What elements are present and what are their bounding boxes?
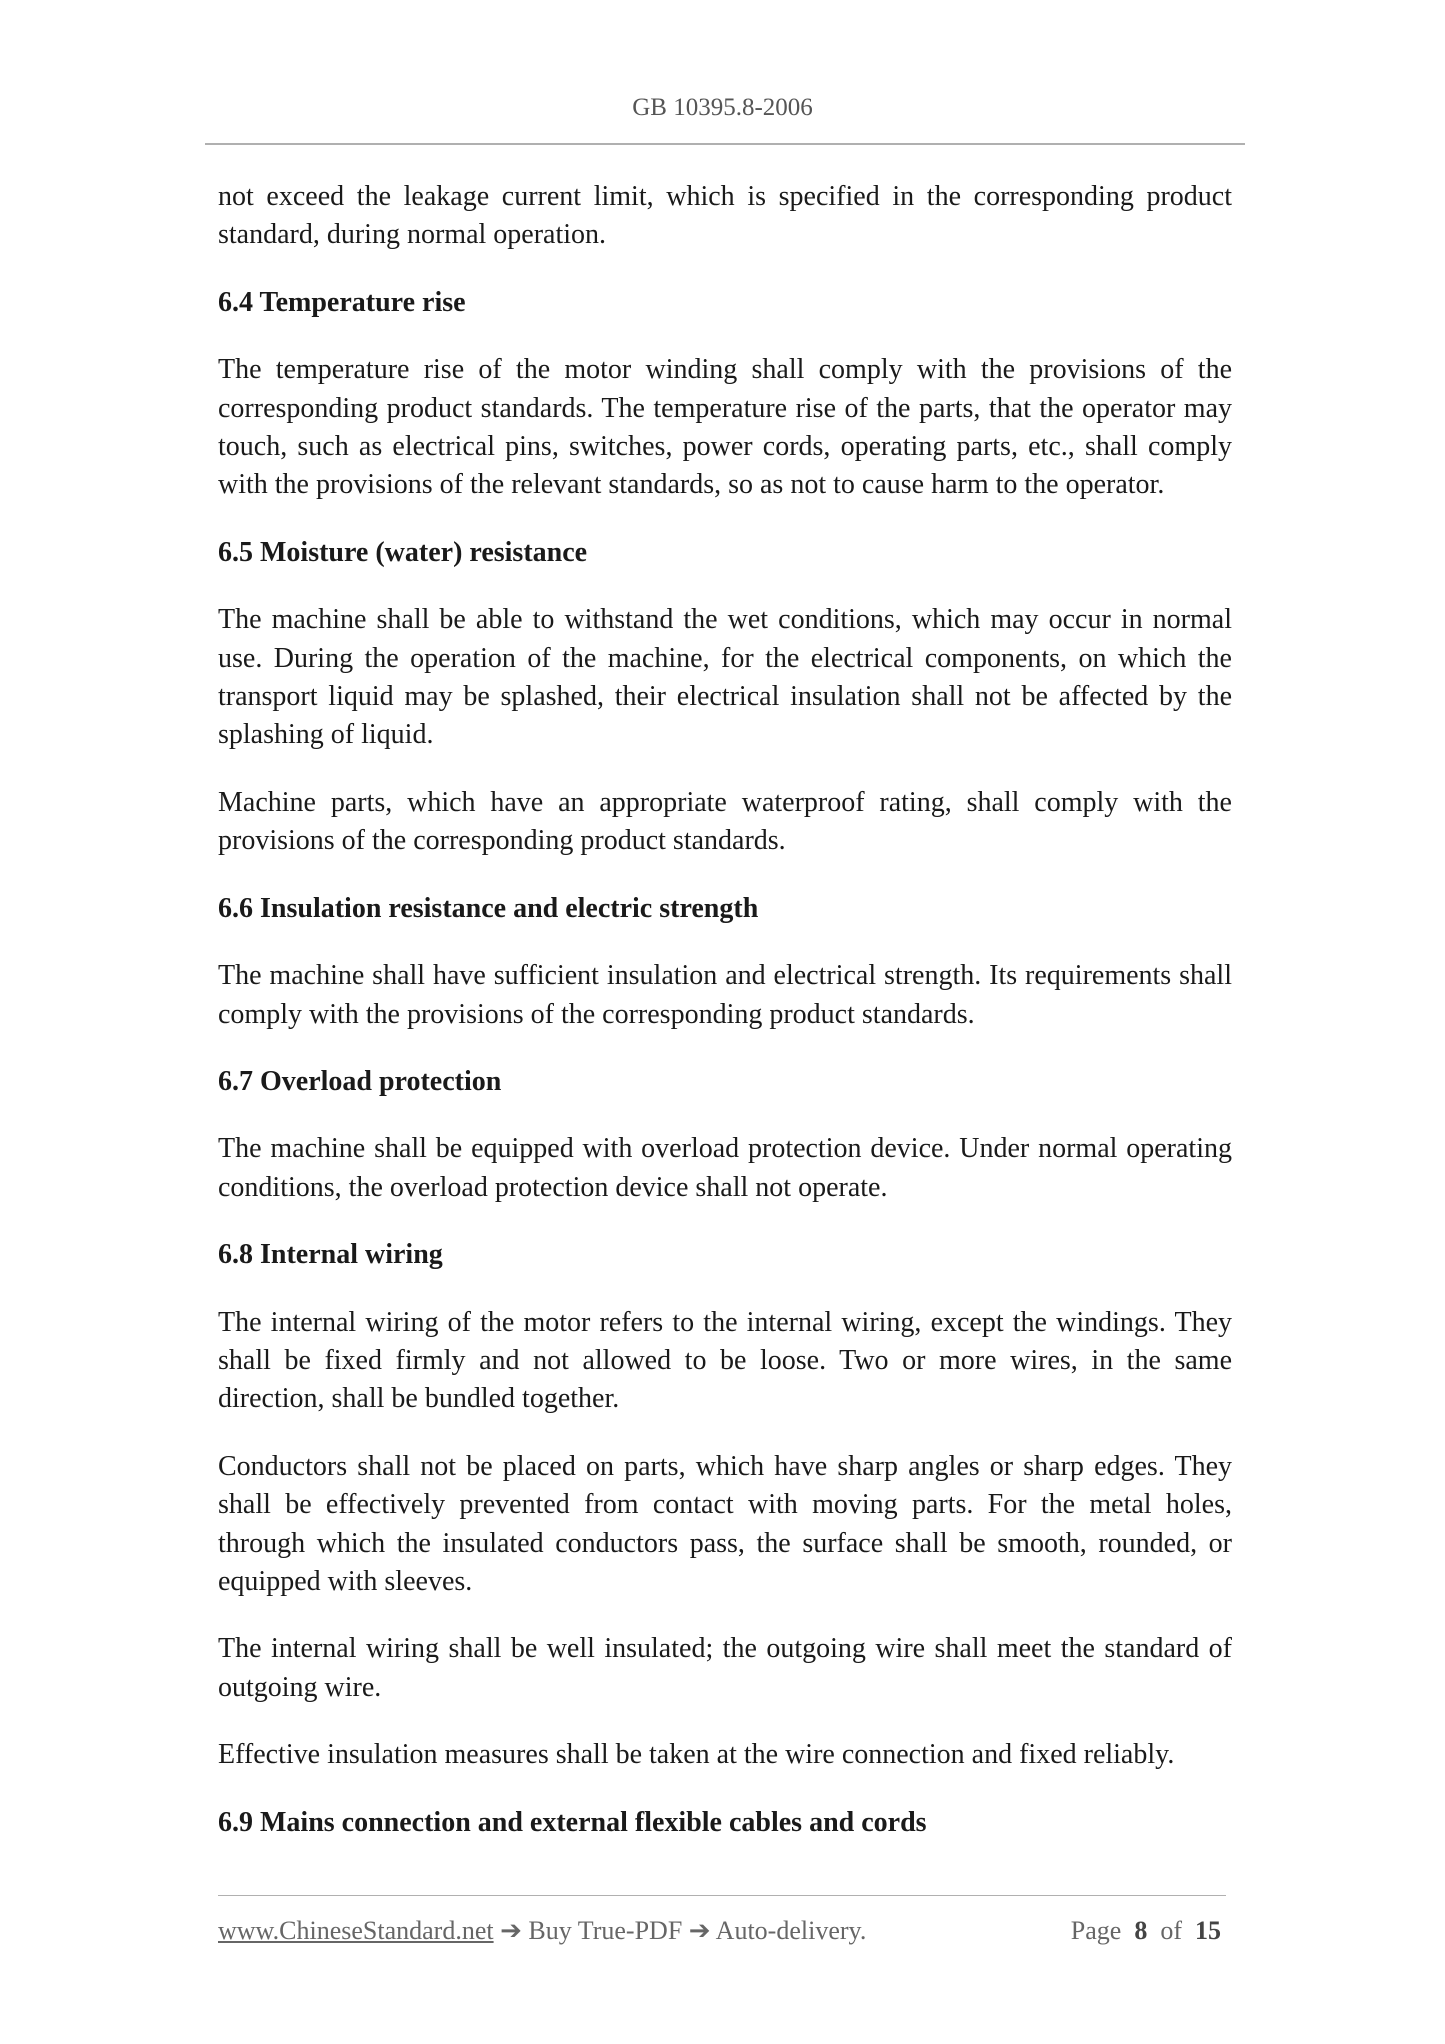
buy-pdf-text: Buy True-PDF [528, 1916, 683, 1945]
page-footer [218, 1916, 1226, 1952]
section-6-8-paragraph-4: Effective insulation measures shall be taken at the wire connection and fixed reliably. [218, 1739, 1175, 1771]
page-label: Page [1070, 1916, 1122, 1945]
section-6-7-heading: 6.7 Overload protection [218, 1065, 502, 1097]
total-pages: 15 [1195, 1916, 1221, 1945]
document-code: GB 10395.8-2006 [632, 94, 813, 121]
page-number [1071, 1916, 1221, 1946]
section-6-5-paragraph-2: Machine parts, which have an appropriate waterproof rating, shall comply with the provisions of the corresponding product standards. [218, 786, 1232, 857]
section-6-5-paragraph-1: The machine shall be able to withstand the wet conditions, which may occur in normal use. During the operation of the machine, for the electrical components, on which the transport liquid may be splashed, their electrical insulation shall not be affected by the splashing of liquid. [218, 604, 1232, 751]
footer-divider [218, 1895, 1226, 1896]
page-header [0, 94, 1445, 122]
section-6-4-paragraph: The temperature rise of the motor winding shall comply with the provisions of the corresponding product standards. The temperature rise of the parts, that the operator may touch, such as electrical pins, switches, power cords, operating parts, etc., shall comply with the provisions of the relevant standards, so as not to cause harm to the operator. [218, 354, 1232, 501]
arrow-right-icon: ➔ [500, 1916, 522, 1945]
section-6-5-heading: 6.5 Moisture (water) resistance [218, 536, 588, 568]
auto-delivery-text: Auto-delivery. [715, 1916, 867, 1945]
footer-links [218, 1916, 866, 1946]
document-body [218, 178, 1232, 1871]
of-label: of [1160, 1916, 1182, 1945]
section-6-8-heading: 6.8 Internal wiring [218, 1239, 443, 1271]
intro-paragraph: not exceed the leakage current limit, which is specified in the corresponding product standard, during normal operation. [218, 181, 1232, 251]
section-6-9-heading: 6.9 Mains connection and external flexible cables and cords [218, 1806, 927, 1838]
section-6-6-heading: 6.6 Insulation resistance and electric strength [218, 892, 759, 924]
section-6-6-paragraph: The machine shall have sufficient insulation and electrical strength. Its requirements shall comply with the provisions of the corresponding product standards. [218, 960, 1232, 1030]
website-link[interactable]: www.ChineseStandard.net [218, 1916, 494, 1945]
current-page: 8 [1134, 1916, 1148, 1945]
header-divider [205, 143, 1245, 145]
section-6-8-paragraph-3: The internal wiring shall be well insulated; the outgoing wire shall meet the standard of outgoing wire. [218, 1633, 1232, 1703]
arrow-right-icon: ➔ [688, 1916, 711, 1945]
section-6-8-paragraph-1: The internal wiring of the motor refers to the internal wiring, except the windings. They shall be fixed firmly and not allowed to be loose. Two or more wires, in the same direction, shall be bundled together. [218, 1306, 1232, 1415]
section-6-8-paragraph-2: Conductors shall not be placed on parts, which have sharp angles or sharp edges. They shall be effectively prevented from contact with moving parts. For the metal holes, through which the insulated conductors pass, the surface shall be smooth, rounded, or equipped with sleeves. [218, 1450, 1232, 1597]
section-6-7-paragraph: The machine shall be equipped with overload protection device. Under normal operating conditions, the overload protection device shall not operate. [218, 1133, 1232, 1203]
section-6-4-heading: 6.4 Temperature rise [218, 286, 466, 318]
